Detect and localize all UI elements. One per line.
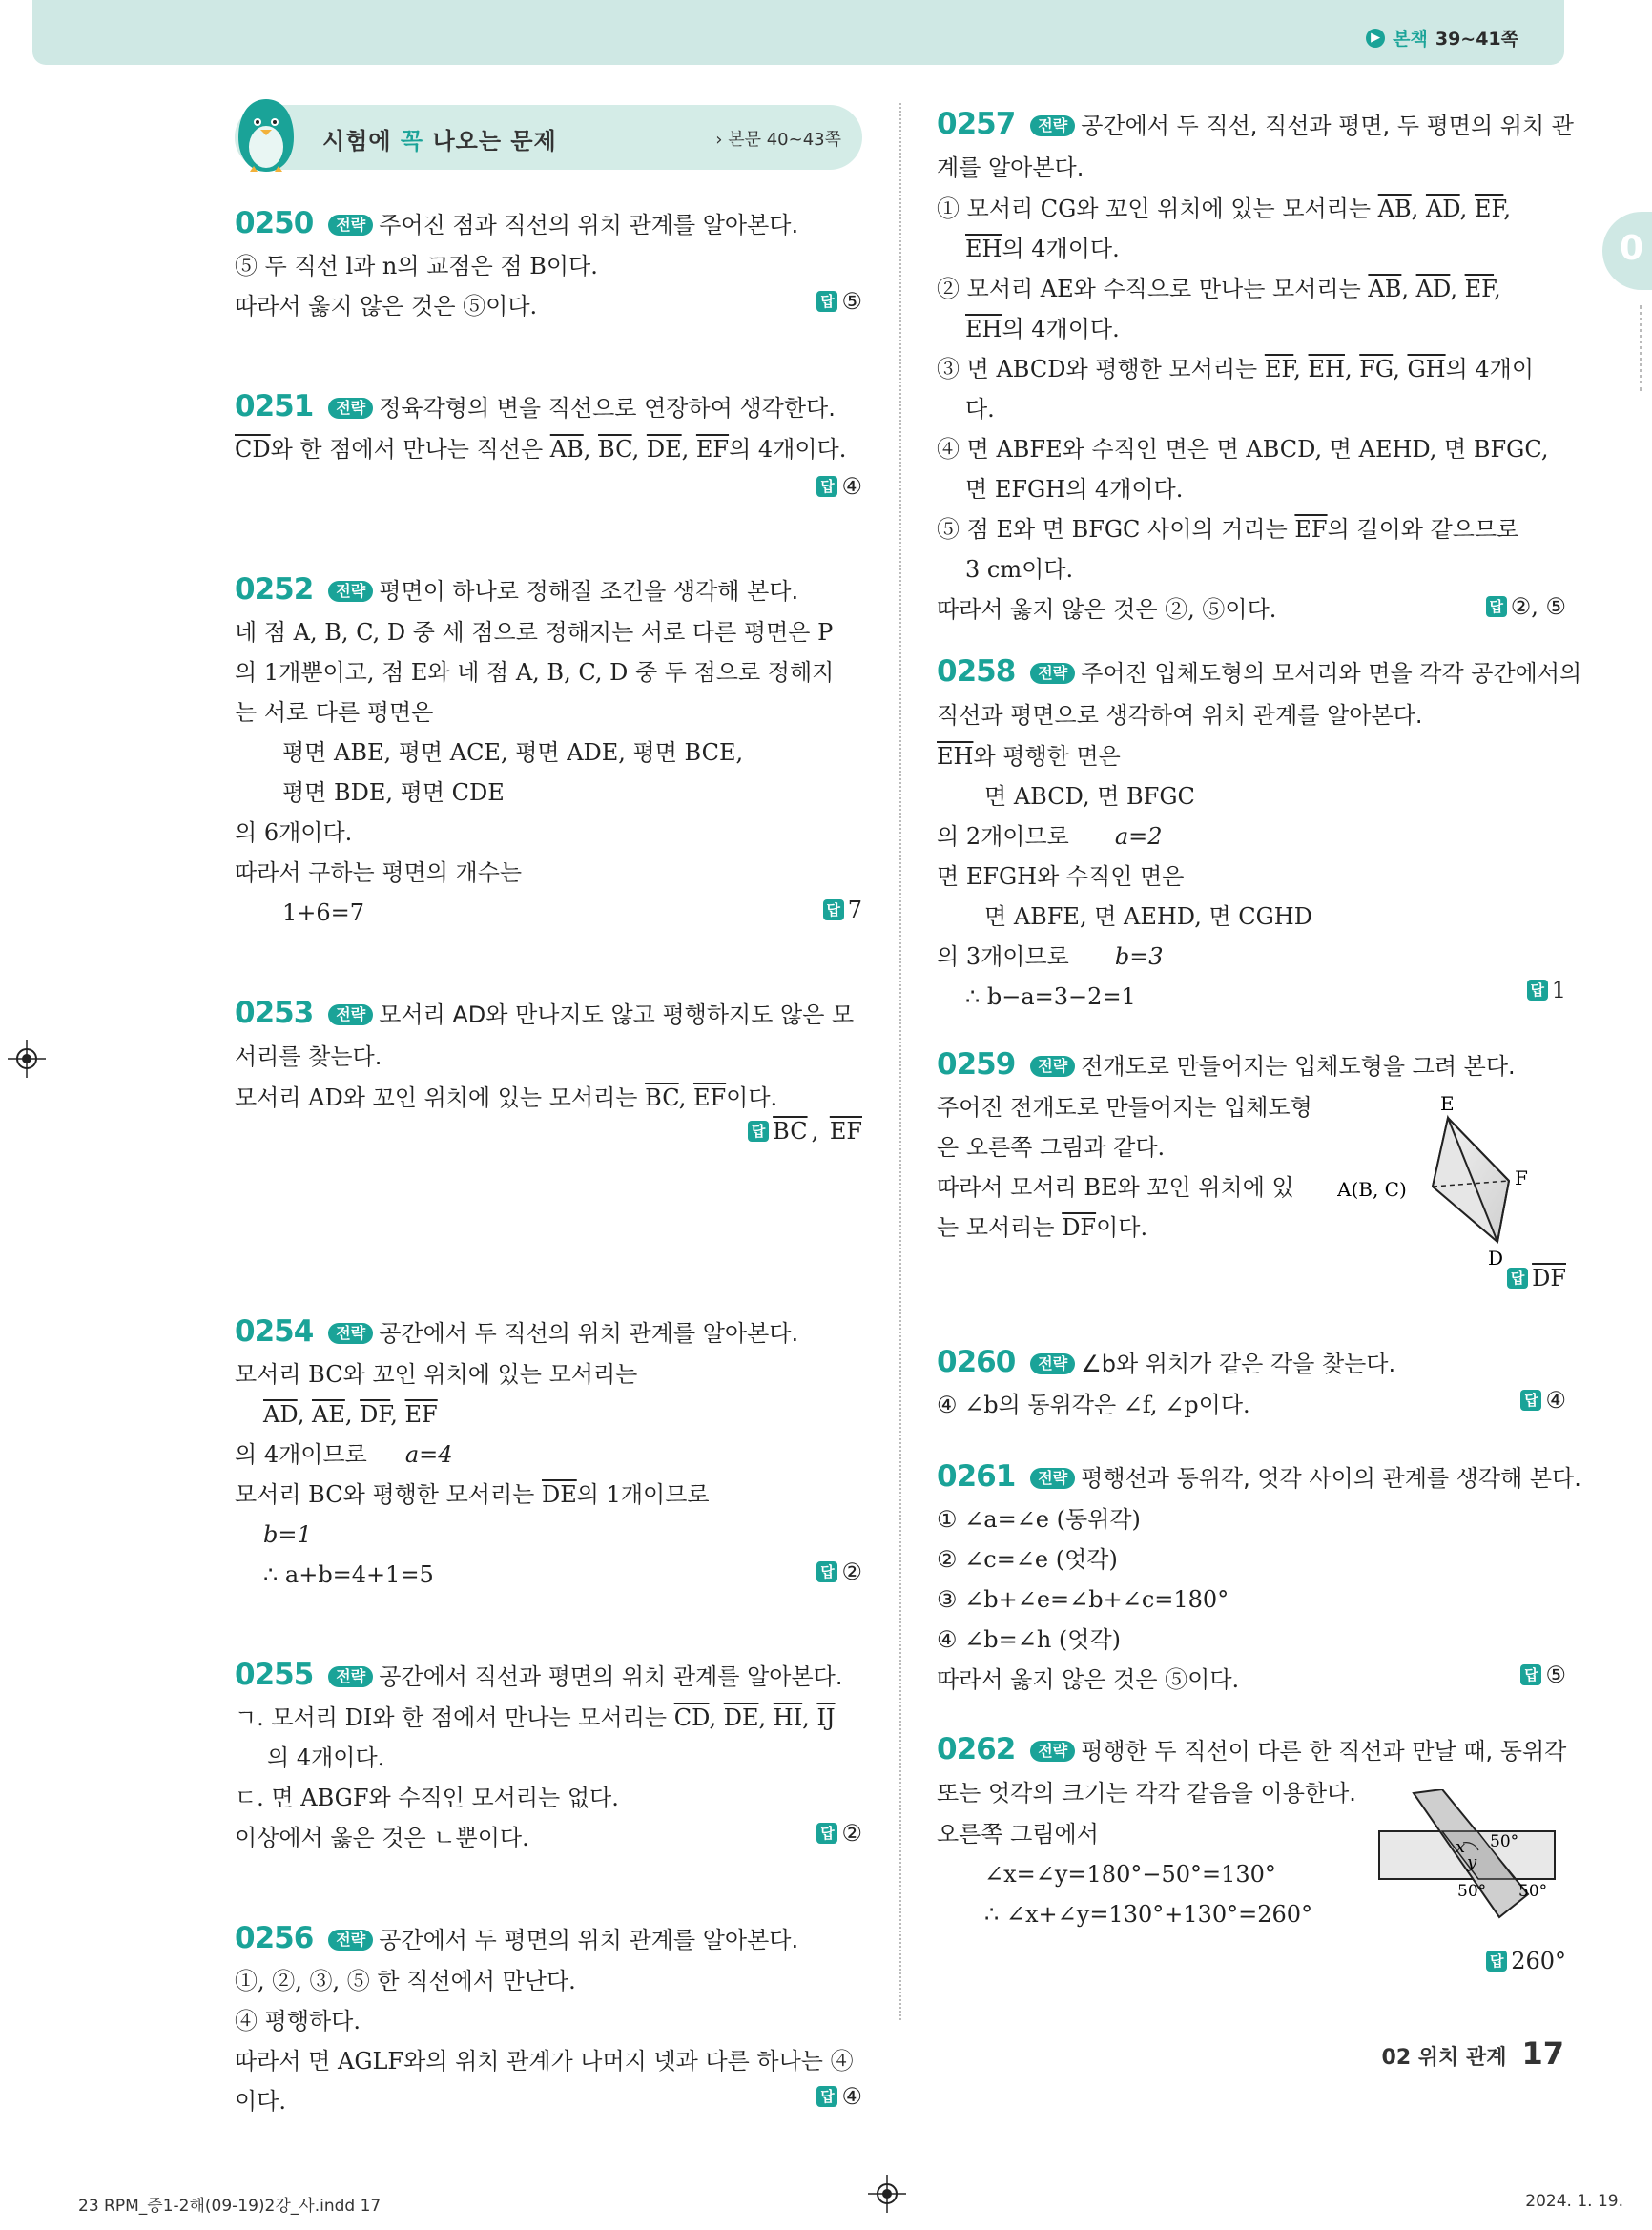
solution-line: 따라서 옳지 않은 것은 ②, ⑤이다. — [937, 596, 1277, 623]
solution-line: ④ 면 ABFE와 수직인 면은 면 ABCD, 면 AEHD, 면 BFGC, — [937, 436, 1549, 463]
footer-date: 2024. 1. 19. — [1525, 2192, 1623, 2211]
strategy-text: 평행선과 동위각, 엇각 사이의 관계를 생각해 본다. — [1081, 1465, 1581, 1492]
solution-line: ∴ ∠x+∠y=130°+130°=260° — [984, 1901, 1313, 1928]
problem-0253 — [235, 992, 862, 1145]
page-number — [1382, 2035, 1564, 2072]
top-band — [32, 0, 1564, 65]
penguin-mascot-icon — [231, 95, 301, 177]
solution-line: 1+6=7 — [282, 899, 365, 926]
solution-line: ∠x=∠y=180°−50°=130° — [984, 1861, 1276, 1888]
solution-line: ② 모서리 AE와 수직으로 만나는 모서리는 $\overline{AB}$, $\overline{AD}$, $\overline{EF}$, — [937, 276, 1501, 302]
strategy-tag: 전략 — [328, 1930, 373, 1951]
problem-0250 — [235, 202, 862, 326]
angle-50-c: 50° — [1518, 1882, 1548, 1901]
strategy-text: 서리를 찾는다. — [235, 1043, 382, 1070]
strategy-tag: 전략 — [1030, 1353, 1075, 1374]
strategy-text: 또는 엇각의 크기는 각각 같음을 이용한다. — [937, 1780, 1356, 1807]
strategy-tag: 전략 — [328, 1323, 373, 1344]
solution-line: ② ∠c=∠e (엇각) — [937, 1546, 1118, 1573]
solution-line: ③ ∠b+∠e=∠b+∠c=180° — [937, 1586, 1229, 1613]
strategy-tag: 전략 — [1030, 115, 1075, 136]
problem-0254 — [235, 1311, 862, 1595]
answer-icon: 답 — [823, 899, 844, 920]
answer: 답 ④ — [816, 2083, 862, 2110]
strategy-text: 공간에서 두 평면의 위치 관계를 알아본다. — [379, 1927, 799, 1953]
solution-line: 평면 BDE, 평면 CDE — [282, 779, 505, 806]
problem-number: 0259 — [937, 1047, 1016, 1082]
chapter-title: 02 위치 관계 — [1381, 2046, 1507, 2070]
side-tab-label: 0 — [1620, 229, 1644, 268]
strategy-text: 주어진 입체도형의 모서리와 면을 각각 공간에서의 — [1081, 660, 1582, 687]
problem-0252 — [235, 568, 862, 933]
solution-line: ④ ∠b의 동위각은 ∠f, ∠p이다. — [937, 1392, 1250, 1418]
solution-line: $\overline{EH}$의 4개이다. — [965, 236, 1120, 262]
strategy-tag: 전략 — [328, 1004, 373, 1025]
tetrahedron-figure — [1337, 1089, 1566, 1270]
solution-line: ①, ②, ③, ⑤ 한 직선에서 만난다. — [235, 1968, 576, 1994]
column-divider — [899, 103, 901, 2020]
problem-number: 0260 — [937, 1345, 1016, 1379]
solution-line: ③ 면 ABCD와 평행한 모서리는 $\overline{EF}$, $\overline{EH}$, $\overline{FG}$, $\overline{GH}$의 4개이 — [937, 356, 1535, 382]
footer-file: 23 RPM_중1-2해(09-19)2강_사.indd 17 — [78, 2197, 382, 2216]
answer: 답 ② — [816, 1820, 862, 1847]
answer: 답 ⑤ — [816, 288, 862, 315]
answer-icon: 답 — [1486, 1951, 1507, 1972]
strategy-tag: 전략 — [1030, 1468, 1075, 1489]
banner-title: 시험에 꼭 나오는 문제 — [322, 128, 557, 155]
strategy-text: 정육각형의 변을 직선으로 연장하여 생각한다. — [379, 395, 836, 422]
answer-icon: 답 — [1520, 1390, 1541, 1411]
answer: 답 ⑤ — [1520, 1662, 1566, 1688]
vertex-f: F — [1515, 1167, 1528, 1189]
answer-icon: 답 — [816, 2086, 837, 2107]
angle-50-a: 50° — [1490, 1832, 1519, 1851]
problem-0262 — [937, 1728, 1567, 1974]
strategy-text: 공간에서 두 직선, 직선과 평면, 두 평면의 위치 관 — [1081, 113, 1574, 139]
solution-line: 의 4개이다. — [267, 1745, 385, 1771]
answer-icon: 답 — [1520, 1664, 1541, 1685]
solution-line: 모서리 BC와 꼬인 위치에 있는 모서리는 — [235, 1361, 638, 1388]
answer-icon: 답 — [748, 1121, 769, 1142]
chapter-side-tab — [1602, 212, 1652, 290]
strategy-tag: 전략 — [328, 398, 373, 419]
answer: 답 7 — [823, 897, 862, 923]
solution-line: 3 cm이다. — [965, 556, 1074, 583]
solution-line: $\overline{AD}$, $\overline{AE}$, $\overline{DF}$, $\overline{EF}$ — [263, 1401, 438, 1428]
page-reference — [1366, 25, 1518, 51]
answer: 답 260° — [1486, 1948, 1566, 1974]
problem-number: 0262 — [937, 1732, 1016, 1766]
solution-line: 면 EFGH와 수직인 면은 — [937, 863, 1185, 890]
answer-icon: 답 — [816, 1823, 837, 1844]
solution-line: ⑤ 두 직선 l과 n의 교점은 점 B이다. — [235, 253, 598, 279]
angle-y: y — [1467, 1852, 1477, 1872]
solution-line: 따라서 옳지 않은 것은 ⑤이다. — [937, 1666, 1240, 1693]
strategy-tag: 전략 — [328, 581, 373, 602]
angle-50-b: 50° — [1457, 1882, 1487, 1901]
answer-icon: 답 — [816, 476, 837, 497]
problem-number: 0258 — [937, 654, 1016, 689]
problem-0251 — [235, 385, 862, 500]
solution-line: $\overline{EH}$와 평행한 면은 — [937, 743, 1121, 770]
solution-line: 면 EFGH의 4개이다. — [965, 476, 1184, 503]
problem-number: 0256 — [235, 1921, 314, 1955]
strategy-tag: 전략 — [328, 1666, 373, 1687]
side-dotted-line — [1640, 305, 1646, 391]
solution-line: 다. — [965, 396, 995, 423]
solution-line: ∴ b−a=3−2=1 — [965, 983, 1136, 1010]
solution-line: ④ ∠b=∠h (엇각) — [937, 1626, 1122, 1653]
problem-0259 — [937, 1043, 1566, 1291]
solution-line: ① 모서리 CG와 꼬인 위치에 있는 모서리는 $\overline{AB}$, $\overline{AD}$, $\overline{EF}$, — [937, 196, 1511, 222]
answer-icon: 답 — [1527, 980, 1548, 1001]
answer: 답 ④ — [1520, 1387, 1566, 1414]
solution-line: 오른쪽 그림에서 — [937, 1821, 1099, 1848]
problem-number: 0255 — [235, 1658, 314, 1692]
solution-line: 따라서 모서리 BE와 꼬인 위치에 있 — [937, 1174, 1294, 1201]
vertex-e: E — [1440, 1092, 1455, 1115]
solution-line: 평면 ABE, 평면 ACE, 평면 ADE, 평면 BCE, — [282, 739, 744, 766]
strategy-text: 직선과 평면으로 생각하여 위치 관계를 알아본다. — [937, 702, 1423, 729]
answer-icon: 답 — [816, 291, 837, 312]
solution-line: ⑤ 점 E와 면 BFGC 사이의 거리는 $\overline{EF}$의 길이와 같으므로 — [937, 516, 1519, 543]
answer-icon: 답 — [816, 1561, 837, 1582]
solution-line: b=1 — [263, 1521, 312, 1548]
solution-line: 의 1개뿐이고, 점 E와 네 점 A, B, C, D 중 두 점으로 정해지 — [235, 659, 835, 686]
problem-0255 — [235, 1654, 862, 1858]
problem-number: 0252 — [235, 572, 314, 607]
solution-line: 는 모서리는 $\overline{DF}$이다. — [937, 1214, 1148, 1241]
strategy-text: 전개도로 만들어지는 입체도형을 그려 본다. — [1081, 1053, 1516, 1080]
solution-line: 이다. — [235, 2088, 286, 2115]
solution-line: 모서리 BC와 평행한 모서리는 $\overline{DE}$의 1개이므로 — [235, 1481, 710, 1508]
problem-0257 — [937, 103, 1574, 630]
problem-number: 0254 — [235, 1314, 314, 1349]
solution-line: 따라서 면 AGLF와의 위치 관계가 나머지 넷과 다른 하나는 ④ — [235, 2048, 854, 2075]
problem-0261 — [937, 1456, 1581, 1700]
solution-line: ① ∠a=∠e (동위각) — [937, 1506, 1141, 1533]
solution-line: 주어진 전개도로 만들어지는 입체도형 — [937, 1094, 1312, 1121]
banner-ref: › 본문 40~43쪽 — [715, 130, 841, 150]
problem-number: 0250 — [235, 206, 314, 240]
strategy-text: 공간에서 두 직선의 위치 관계를 알아본다. — [379, 1320, 799, 1347]
solution-line: 의 6개이다. — [235, 819, 353, 846]
registration-mark-icon — [868, 2175, 906, 2213]
solution-line: 네 점 A, B, C, D 중 세 점으로 정해지는 서로 다른 평면은 P — [235, 619, 834, 646]
solution-line: 의 3개이므로 b=3 — [937, 943, 1164, 970]
vertex-d: D — [1488, 1247, 1504, 1270]
strategy-text: ∠b와 위치가 같은 각을 찾는다. — [1081, 1351, 1396, 1377]
strategy-tag: 전략 — [1030, 1056, 1075, 1077]
strategy-text: 주어진 점과 직선의 위치 관계를 알아본다. — [379, 212, 799, 238]
answer-icon: 답 — [1507, 1268, 1528, 1289]
solution-line: 따라서 옳지 않은 것은 ⑤이다. — [235, 293, 538, 320]
answer: 답 $\overline{BC}$ , $\overline{EF}$ — [748, 1118, 862, 1145]
problem-0260 — [937, 1341, 1566, 1425]
angle-x: x — [1456, 1837, 1466, 1857]
strategy-text: 평행한 두 직선이 다른 한 직선과 만날 때, 동위각 — [1081, 1738, 1567, 1765]
arrow-right-icon: ▶ — [1366, 29, 1385, 48]
strategy-text: 공간에서 직선과 평면의 위치 관계를 알아본다. — [379, 1663, 843, 1690]
solution-line: 는 서로 다른 평면은 — [235, 699, 434, 726]
solution-line: ㄱ. 모서리 DI와 한 점에서 만나는 모서리는 $\overline{CD}$, $\overline{DE}$, $\overline{HI}$, $\overline{IJ}$ — [235, 1704, 836, 1731]
strategy-tag: 전략 — [328, 215, 373, 236]
solution-line: 이상에서 옳은 것은 ㄴ뿐이다. — [235, 1825, 529, 1851]
strategy-tag: 전략 — [1030, 1741, 1075, 1762]
solution-line: 모서리 AD와 꼬인 위치에 있는 모서리는 $\overline{BC}$, $\overline{EF}$이다. — [235, 1084, 778, 1111]
solution-line: 면 ABCD, 면 BFGC — [984, 783, 1195, 810]
problem-0256 — [235, 1917, 862, 2121]
solution-line: 면 ABFE, 면 AEHD, 면 CGHD — [984, 903, 1312, 930]
solution-line: ∴ a+b=4+1=5 — [263, 1561, 434, 1588]
problem-number: 0251 — [235, 389, 314, 423]
strategy-text: 평면이 하나로 정해질 조건을 생각해 본다. — [379, 578, 799, 605]
problem-number: 0253 — [235, 996, 314, 1030]
solution-line: 따라서 구하는 평면의 개수는 — [235, 859, 523, 886]
page-number-value: 17 — [1521, 2035, 1564, 2072]
folded-strip-figure — [1375, 1789, 1566, 1932]
registration-mark-icon — [8, 1040, 46, 1078]
problem-number: 0257 — [937, 107, 1016, 141]
solution-line: $\overline{CD}$와 한 점에서 만나는 직선은 $\overline{AB}$, $\overline{BC}$, $\overline{DE}$, $\overline{EF}$의 4개이다. — [235, 436, 847, 463]
answer-icon: 답 — [1486, 596, 1507, 617]
answer: 답 ②, ⑤ — [1486, 593, 1566, 620]
solution-line: 의 4개이므로 a=4 — [235, 1441, 453, 1468]
ref-label: 본책 — [1393, 29, 1428, 50]
left-column — [235, 95, 862, 2115]
answer: 답 $\overline{DF}$ — [1507, 1265, 1566, 1291]
solution-line: ㄷ. 면 ABGF와 수직인 모서리는 없다. — [235, 1785, 619, 1811]
problem-0258 — [937, 650, 1582, 1017]
solution-line: $\overline{EH}$의 4개이다. — [965, 316, 1120, 342]
solution-line: ④ 평행하다. — [235, 2008, 361, 2034]
answer: 답 ④ — [816, 473, 862, 500]
ref-pages: 39~41쪽 — [1435, 29, 1518, 50]
answer: 답 1 — [1527, 977, 1566, 1003]
section-banner — [235, 105, 862, 170]
strategy-tag: 전략 — [1030, 663, 1075, 684]
vertex-a: A(B, C) — [1337, 1178, 1407, 1201]
strategy-text: 모서리 AD와 만나지도 않고 평행하지도 않은 모 — [379, 1001, 855, 1028]
solution-line: 은 오른쪽 그림과 같다. — [937, 1134, 1166, 1161]
answer: 답 ② — [816, 1559, 862, 1585]
solution-line: 의 2개이므로 a=2 — [937, 823, 1163, 850]
strategy-text: 계를 알아본다. — [937, 155, 1084, 181]
problem-number: 0261 — [937, 1459, 1016, 1494]
